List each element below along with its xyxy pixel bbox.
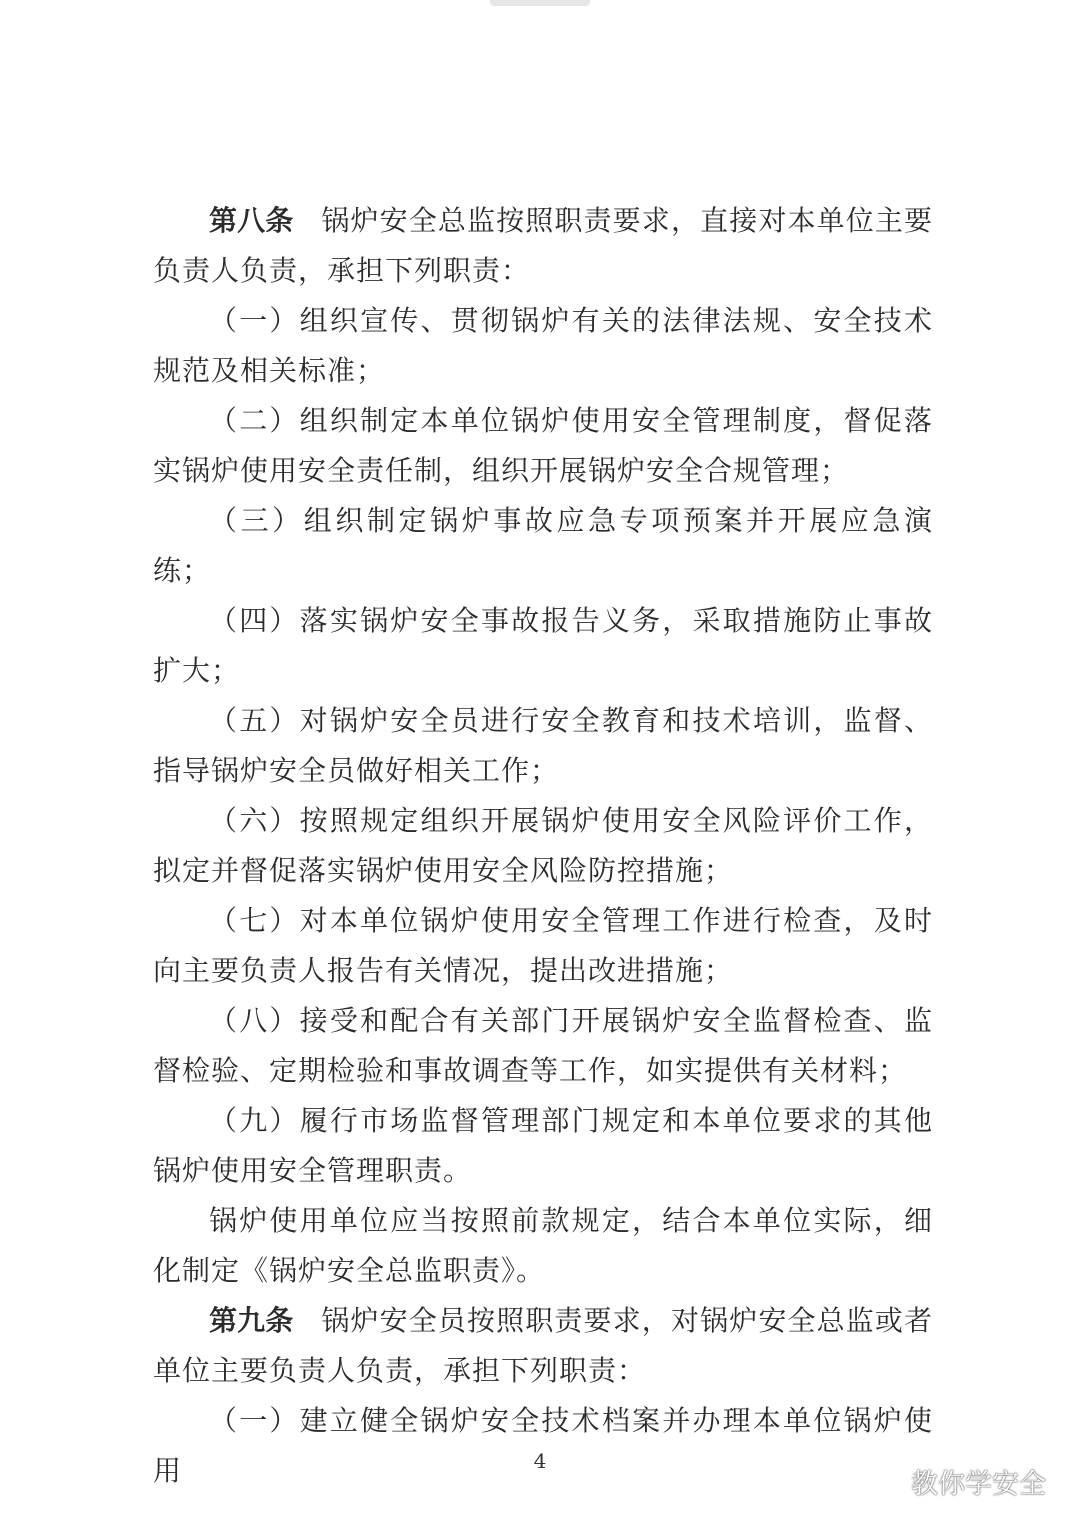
- watermark: [867, 1462, 1046, 1501]
- article-9-intro-text: 锅炉安全员按照职责要求，对锅炉安全总监或者单位主要负责人负责，承担下列职责：: [153, 1304, 933, 1387]
- article-8-title: 第八条: [209, 204, 294, 237]
- article-9-title: 第九条: [209, 1304, 294, 1337]
- article-8-item-6: （六）按照规定组织开展锅炉使用安全风险评价工作，拟定并督促落实锅炉使用安全风险防控措施；: [153, 804, 933, 887]
- article-8-item-1: （一）组织宣传、贯彻锅炉有关的法律法规、安全技术规范及相关标准；: [153, 304, 933, 387]
- article-9-intro: [153, 1296, 933, 1396]
- article-8-intro-text: 锅炉安全总监按照职责要求，直接对本单位主要负责人负责，承担下列职责：: [153, 204, 933, 287]
- article-8-item-2: （二）组织制定本单位锅炉使用安全管理制度，督促落实锅炉使用安全责任制，组织开展锅炉安全合规管理；: [153, 404, 933, 487]
- article-8-item-8: （八）接受和配合有关部门开展锅炉安全监督检查、监督检验、定期检验和事故调查等工作，如实提供有关材料；: [153, 1004, 933, 1087]
- page-number: 4: [533, 1449, 547, 1473]
- article-8-closing: 锅炉使用单位应当按照前款规定，结合本单位实际，细化制定《锅炉安全总监职责》。: [153, 1204, 933, 1287]
- document-body: [153, 196, 933, 1496]
- watermark-text: 教你学安全: [911, 1469, 1046, 1500]
- scan-top-mark: [490, 0, 590, 6]
- article-8-item-3: （三）组织制定锅炉事故应急专项预案并开展应急演练；: [153, 504, 933, 587]
- article-8-item-4: （四）落实锅炉安全事故报告义务，采取措施防止事故扩大；: [153, 604, 933, 687]
- article-8-intro: [153, 196, 933, 296]
- article-8-item-5: （五）对锅炉安全员进行安全教育和技术培训，监督、指导锅炉安全员做好相关工作；: [153, 704, 933, 787]
- article-8-item-9: （九）履行市场监督管理部门规定和本单位要求的其他锅炉使用安全管理职责。: [153, 1104, 933, 1187]
- article-8-item-7: （七）对本单位锅炉使用安全管理工作进行检查，及时向主要负责人报告有关情况，提出改进措施；: [153, 904, 933, 987]
- article-9-item-1: （一）建立健全锅炉安全技术档案并办理本单位锅炉使用: [153, 1404, 933, 1487]
- wechat-icon: [867, 1467, 901, 1497]
